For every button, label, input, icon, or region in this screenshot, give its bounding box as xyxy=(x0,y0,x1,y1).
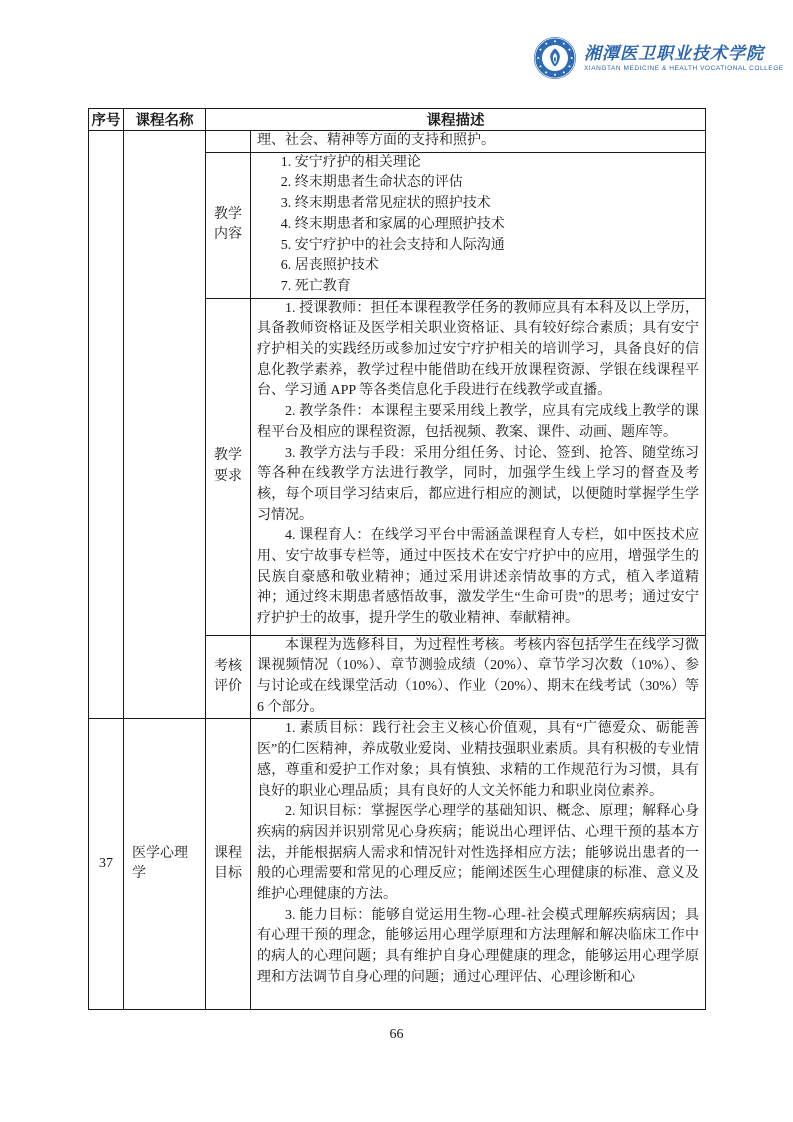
list-item: 4. 终末期患者和家属的心理照护技术 xyxy=(280,216,505,232)
table-header-row xyxy=(89,109,706,131)
seq-cell-empty xyxy=(89,131,124,719)
table-row xyxy=(89,131,706,153)
teaching-requirements-cell xyxy=(251,298,706,635)
list-item: 5. 安宁疗护中的社会支持和人际沟通 xyxy=(280,237,505,253)
paragraph: 4. 课程育人：在线学习平台中需涵盖课程育人专栏，如中医技术应用、安宁故事专栏等，通过中医技术在安宁疗护中的应用，增强学生的民族自豪感和敬业精神；通过采用讲述亲情故事的方式，植入孝道精神；通过终末期患者感悟故事，激发学生“生命可贵”的思考；通过安宁疗护护士的故事，提升学生的敬业精神、奉献精神。 xyxy=(257,528,699,627)
college-name-zh: 湘潭医卫职业技术学院 xyxy=(584,44,764,63)
paragraph: 2. 教学条件：本课程主要采用线上教学，应具有完成线上教学的课程平台及相应的课程资源，包括视频、教案、课件、动画、题库等。 xyxy=(257,404,699,440)
section-label-teaching-content: 教学内容 xyxy=(206,152,251,298)
list-item: 1. 安宁疗护的相关理论 xyxy=(280,154,421,170)
list-item: 6. 居丧照护技术 xyxy=(280,258,379,274)
paragraph: 1. 授课教师：担任本课程教学任务的教师应具有本科及以上学历，具备教师资格证及医学相关职业资格证、具有较好综合素质；具有安宁疗护相关的实践经历或参加过安宁疗护相关的培训学习，具备良好的信息化教学素养，教学过程中能借助在线开放课程资源、学银在线课程平台、学习通 APP 等各类信息化手段进行在线教学或直播。 xyxy=(257,300,699,399)
paragraph: 本课程为选修科目，为过程性考核。考核内容包括学生在线学习微课视频情况（10%）、章节测验成绩（20%）、章节学习次数（10%）、参与讨论或在线课堂活动（10%）、作业（20%）、期末在线考试（30%）等 6 个部分。 xyxy=(257,637,699,715)
list-item: 2. 终末期患者生命状态的评估 xyxy=(280,175,463,191)
list-item: 7. 死亡教育 xyxy=(280,278,351,294)
section-label-course-goals: 课程目标 xyxy=(206,719,251,1010)
paragraph: 3. 能力目标：能够自觉运用生物-心理-社会模式理解疾病病因；具有心理干预的理念，能够运用心理学原理和方法理解和解决临床工作中的病人的心理问题；具有维护自身心理健康的理念，能够运用心理学原理和方法调节自身心理的问题；通过心理评估、心理诊断和心 xyxy=(257,907,699,985)
paragraph: 理、社会、精神等方面的支持和照护。 xyxy=(257,133,495,148)
college-emblem-icon xyxy=(533,36,577,80)
continued-text-cell xyxy=(251,131,706,153)
section-label-assessment: 考核评价 xyxy=(206,635,251,719)
header-course-desc: 课程描述 xyxy=(206,109,706,131)
college-name-en: XIANGTAN MEDICINE & HEALTH VOCATIONAL COLLEGE xyxy=(584,65,784,72)
assessment-cell xyxy=(251,635,706,719)
table-row xyxy=(89,719,706,1010)
header-seq: 序号 xyxy=(89,109,124,131)
list-item: 3. 终末期患者常见症状的照护技术 xyxy=(280,196,491,212)
seq-cell-37: 37 xyxy=(89,719,124,1010)
section-label-empty xyxy=(206,131,251,153)
paragraph: 2. 知识目标：掌握医学心理学的基础知识、概念、原理；解释心身疾病的病因并识别常见心身疾病；能说出心理评估、心理干预的基本方法，并能根据病人需求和情况针对性选择相应方法；能够说出患者的一般的心理需要和常见的心理反应；能阐述医生心理健康的标准、意义及维护心理健康的方法。 xyxy=(257,804,699,903)
section-label-teaching-requirements: 教学要求 xyxy=(206,298,251,635)
course-name-cell-empty xyxy=(124,131,206,719)
course-goals-cell xyxy=(251,719,706,1010)
teaching-content-cell xyxy=(251,152,706,298)
course-description-table xyxy=(88,108,706,1010)
course-name-cell-37: 医学心理学 xyxy=(124,719,206,1010)
page-number: 66 xyxy=(389,1027,404,1042)
header-course-name: 课程名称 xyxy=(124,109,206,131)
paragraph: 3. 教学方法与手段：采用分组任务、讨论、签到、抢答、随堂练习等各种在线教学方法进行教学，同时，加强学生线上学习的督查及考核，每个项目学习结束后，都应进行相应的测试，以便随时掌握学生学习情况。 xyxy=(257,445,699,523)
paragraph: 1. 素质目标：践行社会主义核心价值观，具有“广德爱众、砺能善医”的仁医精神，养成敬业爱岗、业精技强职业素质。具有积极的专业情感，尊重和爱护工作对象；具有慎独、求精的工作规范行为习惯，具有良好的职业心理品质；具有良好的人文关怀能力和职业岗位素养。 xyxy=(257,721,699,799)
college-logo xyxy=(533,36,784,80)
